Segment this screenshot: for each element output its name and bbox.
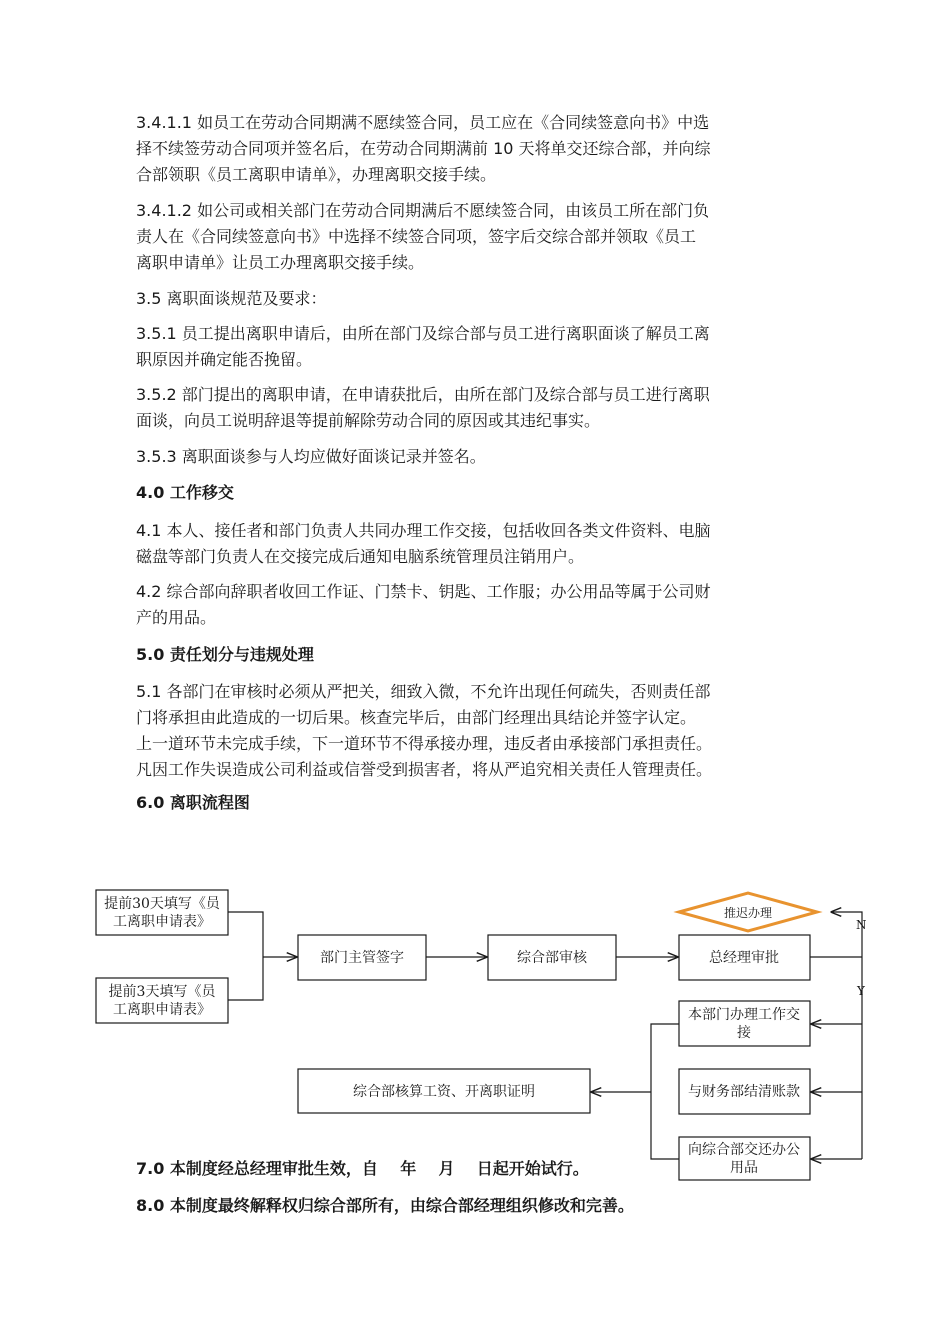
paragraph-3-5-1: 3.5.1 员工提出离职申请后，由所在部门及综合部与员工进行离职面谈了解员工离 职原因并确定能否挽留。 <box>136 324 710 369</box>
submit-3-days-label-2: 工离职申请表》 <box>113 1002 211 1018</box>
paragraph-3-4-1-1: 3.4.1.1 如员工在劳动合同期满不愿续签合同，员工应在《合同续签意向书》中选 择不续签劳动合同项并签名后，在劳动合同期满前 10 天将单交还综合部，并向综 合部领职《员工离职申请单》，办理离职交接手续。 <box>136 113 711 184</box>
paragraph-5-1: 5.1 各部门在审核时必须从严把关，细致入微，不允许出现任何疏失，否则责任部 门将承担由此造成的一切后果。核查完毕后，由部门经理出具结论并签字认定。 上一道环节未完成手续，下一道环节不得承接办理，违反者由承接部门承担责任。 凡因工作失误造成公司利益或信誉受到损害者，将从严追究相关责任人管理责任。 <box>136 682 713 779</box>
submit-30-days-label-2: 工离职申请表》 <box>113 914 211 930</box>
heading-6-0: 6.0 离职流程图 <box>136 793 250 812</box>
heading-7-0: 7.0 本制度经总经理审批生效，自 年 月 日起开始试行。 <box>136 1159 589 1178</box>
branch-label-n: N <box>856 918 867 932</box>
gm-approval-label: 总经理审批 <box>709 950 779 966</box>
merge-connector <box>228 912 263 1000</box>
collect-connector <box>651 1024 679 1159</box>
finance-label: 与财务部结清账款 <box>688 1084 800 1100</box>
handover-label-2: 接 <box>737 1025 751 1041</box>
salary-label: 综合部核算工资、开离职证明 <box>353 1084 535 1100</box>
delay-label: 推迟办理 <box>723 906 773 920</box>
paragraph-4-2: 4.2 综合部向辞职者收回工作证、门禁卡、钥匙、工作服；办公用品等属于公司财 产的用品。 <box>136 582 711 627</box>
submit-30-days-label-1: 提前30天填写《员 <box>104 896 220 912</box>
branch-label-y: Y <box>857 984 865 998</box>
paragraph-3-5-3: 3.5.3 离职面谈参与人均应做好面谈记录并签名。 <box>136 447 486 466</box>
submit-3-days-label-1: 提前3天填写《员 <box>108 984 216 1000</box>
paragraph-3-5-2: 3.5.2 部门提出的离职申请，在申请获批后，由所在部门及综合部与员工进行离职 面谈，向员工说明辞退等提前解除劳动合同的原因或其违纪事实。 <box>136 385 710 430</box>
paragraph-4-1: 4.1 本人、接任者和部门负责人共同办理工作交接，包括收回各类文件资料、电脑 磁盘等部门负责人在交接完成后通知电脑系统管理员注销用户。 <box>136 521 711 566</box>
handover-label-1: 本部门办理工作交 <box>688 1007 800 1023</box>
paragraph-3-5: 3.5 离职面谈规范及要求： <box>136 289 327 308</box>
heading-5-0: 5.0 责任划分与违规处理 <box>136 645 314 664</box>
heading-4-0: 4.0 工作移交 <box>136 483 234 502</box>
return-supplies-label-2: 用品 <box>730 1160 758 1176</box>
dept-manager-label: 部门主管签字 <box>320 950 404 966</box>
hr-review-label: 综合部审核 <box>517 950 587 966</box>
paragraph-3-4-1-2: 3.4.1.2 如公司或相关部门在劳动合同期满后不愿续签合同，由该员工所在部门负 责人在《合同续签意向书》中选择不续签合同项，签字后交综合部并领取《员工 离职申请单》让员工办理离职交接手续。 <box>136 201 710 272</box>
heading-8-0: 8.0 本制度最终解释权归综合部所有，由综合部经理组织修改和完善。 <box>136 1196 634 1215</box>
return-supplies-label-1: 向综合部交还办公 <box>688 1142 800 1158</box>
